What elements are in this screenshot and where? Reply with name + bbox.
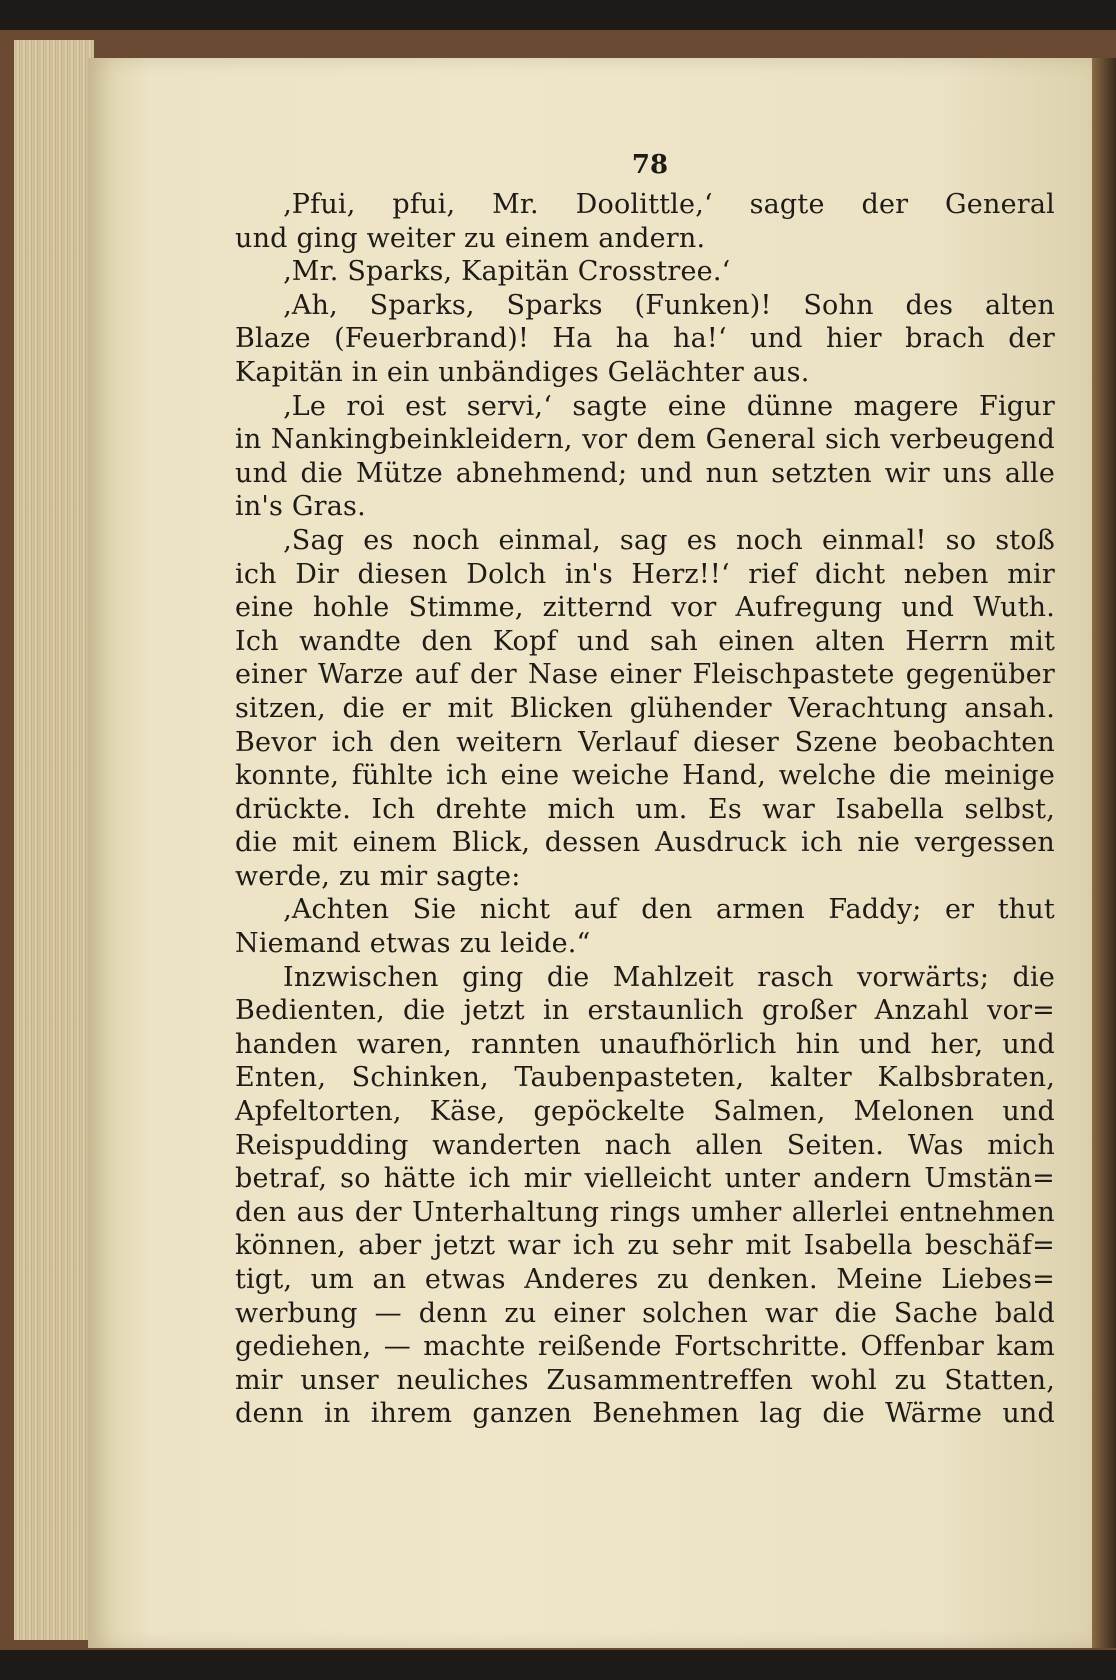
text-line: werde, zu mir sagte: bbox=[235, 860, 521, 892]
page-edges bbox=[14, 40, 94, 1640]
text-line: und ging weiter zu einem andern. bbox=[235, 222, 706, 254]
text-line: Apfeltorten, Käse, gepöckelte Salmen, Melonen und bbox=[235, 1096, 1055, 1128]
text-line: ich Dir diesen Dolch in's Herz!!‘ rief dicht neben mir bbox=[235, 558, 1055, 590]
text-line: Enten, Schinken, Taubenpasteten, kalter Kalbsbraten, bbox=[235, 1062, 1055, 1094]
text-line: die mit einem Blick, dessen Ausdruck ich nie vergessen bbox=[235, 827, 1055, 859]
text-line: denn in ihrem ganzen Benehmen lag die Wärme und bbox=[235, 1398, 1055, 1430]
text-line: eine hohle Stimme, zitternd vor Aufregung und Wuth. bbox=[235, 592, 1055, 624]
text-line: Ich wandte den Kopf und sah einen alten Herrn mit bbox=[235, 625, 1055, 657]
text-line: Bedienten, die jetzt in erstaunlich großer Anzahl vor= bbox=[235, 995, 1055, 1027]
text-line: ‚Mr. Sparks, Kapitän Crosstree.‘ bbox=[283, 256, 731, 288]
text-line: Bevor ich den weitern Verlauf dieser Szene beobachten bbox=[235, 726, 1055, 758]
text-line: und die Mütze abnehmend; und nun setzten wir uns alle bbox=[235, 457, 1055, 489]
text-line: ‚Le roi est servi,‘ sagte eine dünne magere Figur bbox=[283, 390, 1055, 422]
text-line: einer Warze auf der Nase einer Fleischpastete gegenüber bbox=[235, 659, 1055, 691]
text-line: drückte. Ich drehte mich um. Es war Isabella selbst, bbox=[235, 793, 1055, 825]
page-number: 78 bbox=[631, 150, 669, 180]
text-line: Inzwischen ging die Mahlzeit rasch vorwärts; die bbox=[283, 961, 1055, 993]
text-line: Reispudding wanderten nach allen Seiten. Was mich bbox=[235, 1129, 1055, 1161]
text-line: Blaze (Feuerbrand)! Ha ha ha!‘ und hier brach der bbox=[235, 323, 1055, 355]
text-line: Niemand etwas zu leide.“ bbox=[235, 928, 591, 960]
text-line: in Nankingbeinkleidern, vor dem General sich verbeugend bbox=[235, 424, 1055, 456]
body-text bbox=[235, 188, 1055, 1431]
text-line: gediehen, — machte reißende Fortschritte. Offenbar kam bbox=[235, 1331, 1055, 1363]
text-line: ‚Achten Sie nicht auf den armen Faddy; er thut bbox=[283, 894, 1055, 926]
spine-shadow bbox=[1092, 58, 1116, 1648]
text-line: betraf, so hätte ich mir vielleicht unter andern Umstän= bbox=[235, 1163, 1055, 1195]
text-line: handen waren, rannten unaufhörlich hin und her, und bbox=[235, 1028, 1055, 1060]
text-line: können, aber jetzt war ich zu sehr mit Isabella beschäf= bbox=[235, 1230, 1055, 1262]
text-line: sitzen, die er mit Blicken glühender Verachtung ansah. bbox=[235, 692, 1055, 724]
text-line: tigt, um an etwas Anderes zu denken. Meine Liebes= bbox=[235, 1264, 1055, 1295]
text-line: mir unser neuliches Zusammentreffen wohl zu Statten, bbox=[235, 1364, 1055, 1396]
text-line: den aus der Unterhaltung rings umher allerlei entnehmen bbox=[235, 1196, 1055, 1228]
text-line: ‚Sag es noch einmal, sag es noch einmal! so stoß bbox=[283, 524, 1055, 556]
text-line: Kapitän in ein unbändiges Gelächter aus. bbox=[235, 356, 810, 388]
text-line: werbung — denn zu einer solchen war die Sache bald bbox=[235, 1297, 1055, 1329]
text-line: konnte, fühlte ich eine weiche Hand, welche die meinige bbox=[235, 760, 1055, 792]
text-line: ‚Ah, Sparks, Sparks (Funken)! Sohn des alten bbox=[283, 289, 1055, 321]
text-line: in's Gras. bbox=[235, 491, 366, 523]
text-line: ‚Pfui, pfui, Mr. Doolittle,‘ sagte der General bbox=[283, 189, 1055, 220]
